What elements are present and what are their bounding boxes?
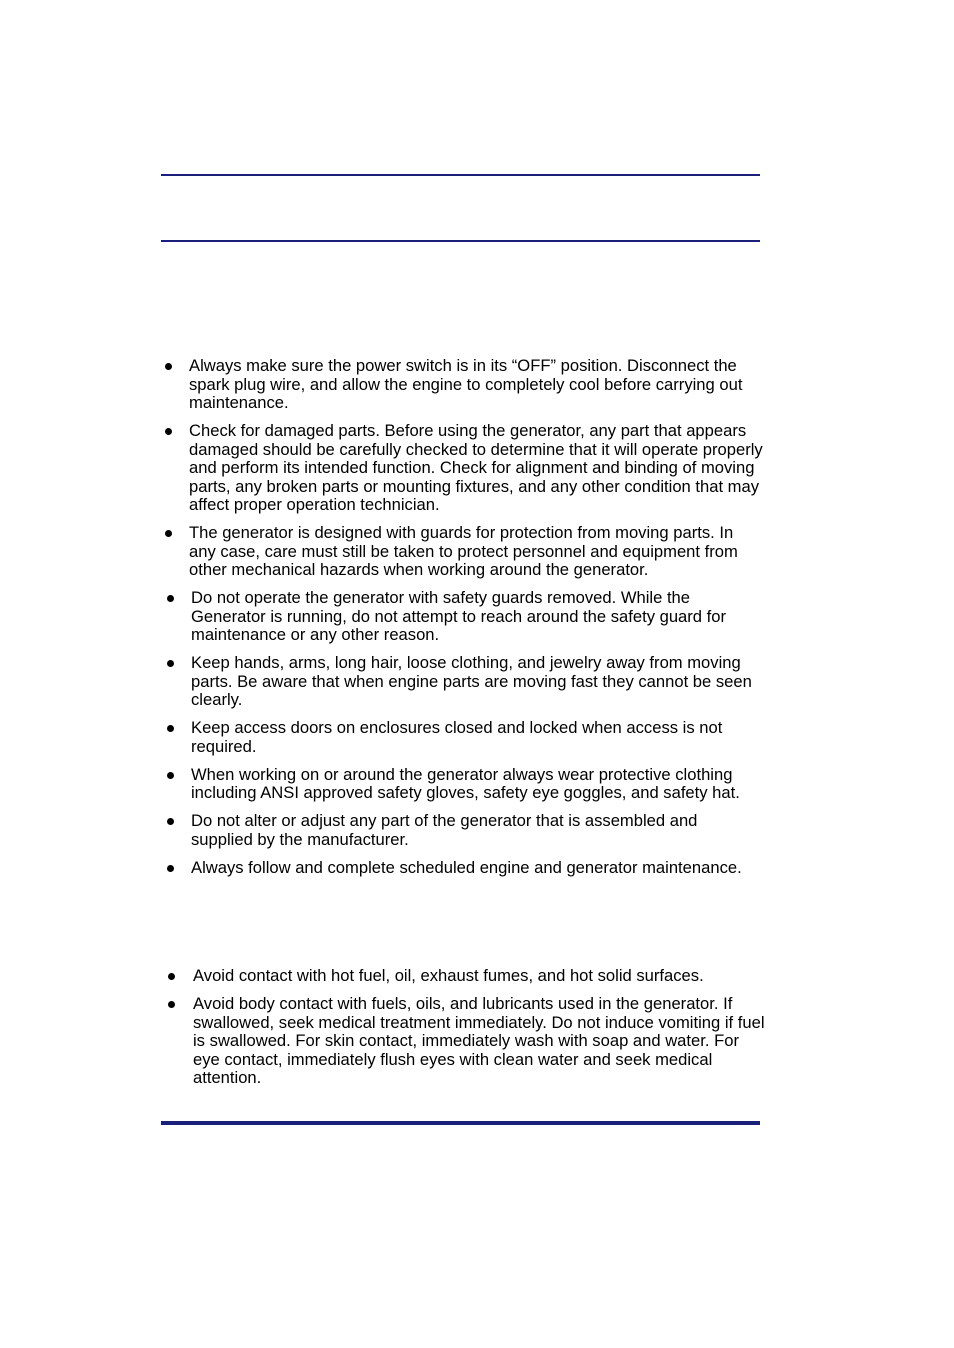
list-item-text: Do not operate the generator with safety guards removed. While the Generator is running, do not attempt to reach around the safety guard for maintenance or any other reason. — [191, 588, 727, 644]
list-item — [163, 719, 763, 756]
footer-rule — [161, 1121, 760, 1125]
bullet-icon — [167, 595, 174, 602]
list-item — [163, 357, 763, 413]
maintenance-safety-list — [163, 357, 763, 887]
list-item-text: Check for damaged parts. Before using the generator, any part that appears damaged should be carefully checked to determine that it will operate properly and perform its intended function. Check for alignment and binding of moving parts, any broken parts or mounting fixtures, and any other condition that may affect proper operation technician. — [189, 421, 763, 514]
bullet-icon — [165, 428, 172, 435]
bullet-icon — [165, 363, 172, 370]
bullet-icon — [167, 660, 174, 667]
list-item — [165, 967, 765, 986]
list-item — [163, 422, 763, 515]
list-item-text: Do not alter or adjust any part of the generator that is assembled and supplied by the manufacturer. — [191, 811, 698, 849]
header-rule-top — [161, 174, 760, 176]
list-item — [163, 524, 763, 580]
list-item-text: The generator is designed with guards for protection from moving parts. In any case, care must still be taken to protect personnel and equipment from other mechanical hazards when working around the generator. — [189, 523, 738, 579]
list-item — [163, 654, 763, 710]
list-item — [163, 812, 763, 849]
list-item-text: Always follow and complete scheduled engine and generator maintenance. — [191, 857, 742, 877]
list-item — [163, 859, 763, 878]
list-item-text: Keep access doors on enclosures closed and locked when access is not required. — [191, 718, 723, 756]
list-item — [165, 995, 765, 1088]
bullet-icon — [165, 530, 172, 537]
header-rule-bottom — [161, 240, 760, 242]
chemical-safety-list — [165, 967, 765, 1097]
list-item-text: Avoid body contact with fuels, oils, and lubricants used in the generator. If swallowed, seek medical treatment immediately. Do not induce vomiting if fuel is swallowed. For skin contact, immediately wash with soap and water. For eye contact, immediately flush eyes with clean water and seek medical attention. — [193, 994, 765, 1087]
bullet-icon — [167, 772, 174, 779]
bullet-icon — [167, 865, 174, 872]
bullet-icon — [168, 973, 175, 980]
bullet-icon — [168, 1001, 175, 1008]
bullet-icon — [167, 818, 174, 825]
list-item — [163, 589, 763, 645]
list-item-text: Avoid contact with hot fuel, oil, exhaust fumes, and hot solid surfaces. — [193, 966, 704, 985]
bullet-icon — [167, 725, 174, 732]
list-item — [163, 766, 763, 803]
list-item-text: Keep hands, arms, long hair, loose clothing, and jewelry away from moving parts. Be aware that when engine parts are moving fast they cannot be seen clearly. — [191, 653, 752, 709]
list-item-text: Always make sure the power switch is in its “OFF” position. Disconnect the spark plug wire, and allow the engine to completely cool before carrying out maintenance. — [189, 356, 743, 412]
list-item-text: When working on or around the generator always wear protective clothing including ANSI approved safety gloves, safety eye goggles, and safety hat. — [191, 764, 740, 802]
